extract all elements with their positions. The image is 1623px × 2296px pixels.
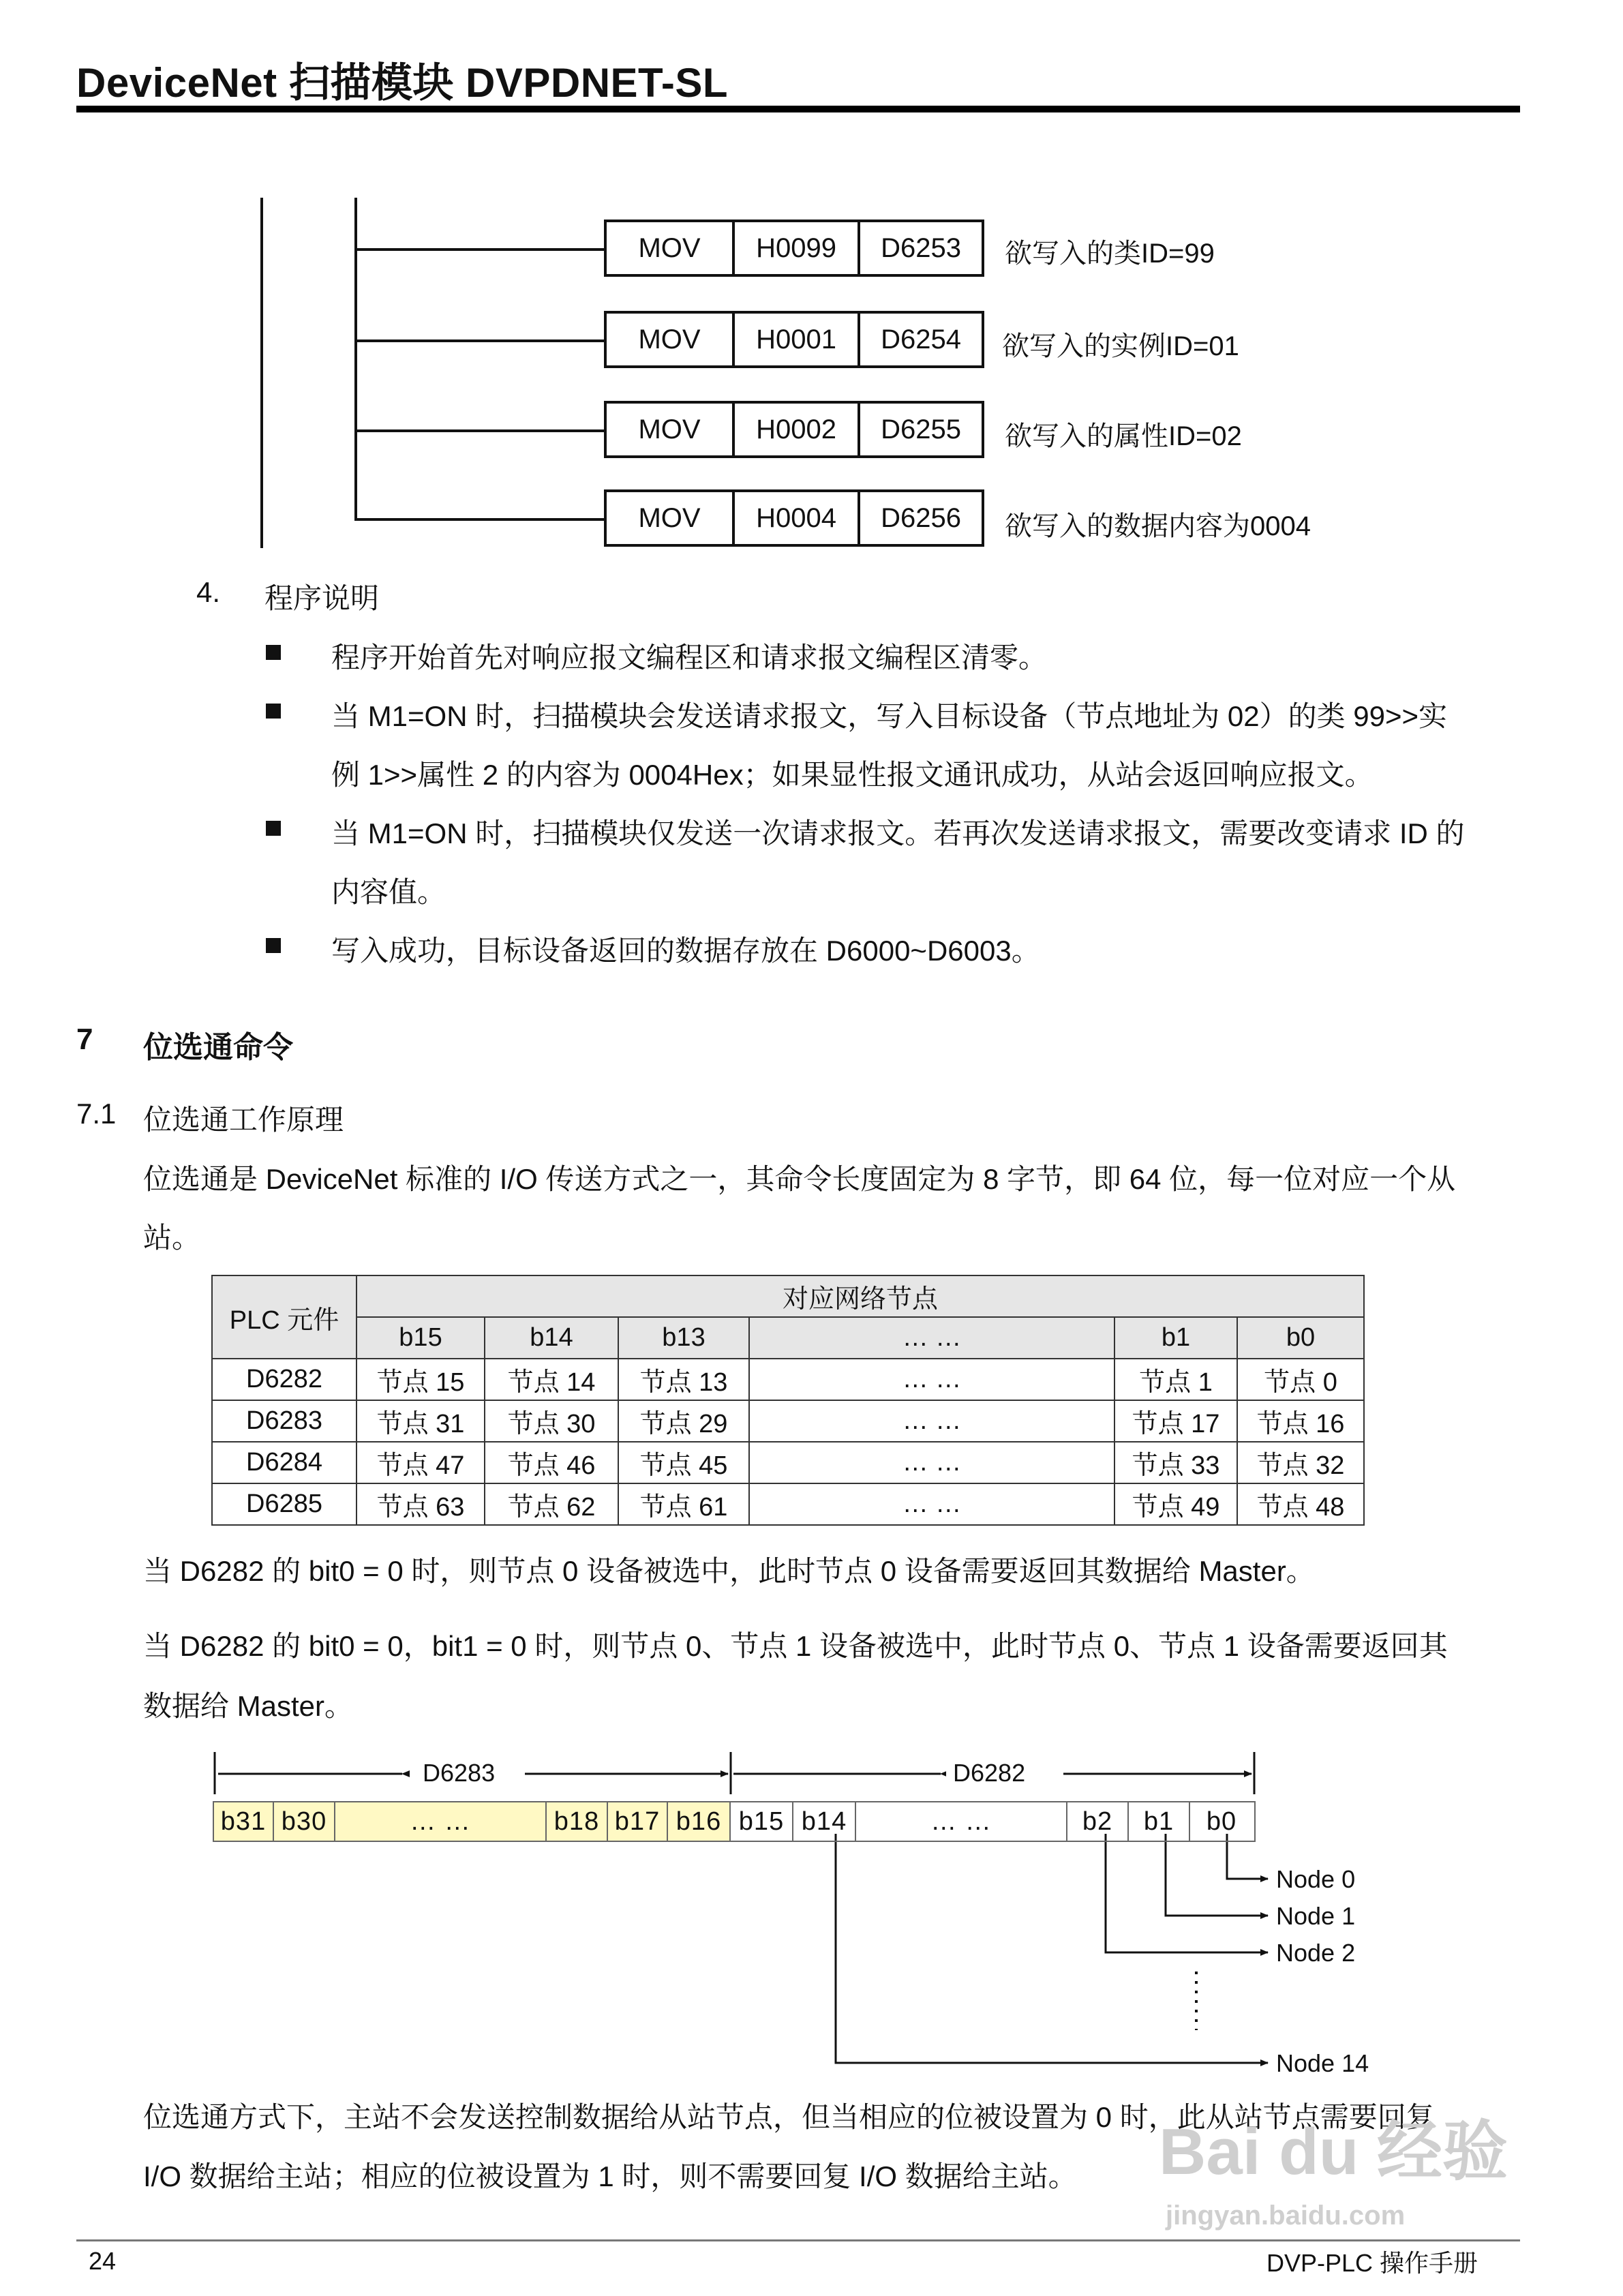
bullet-text: 当 M1=ON 时，扫描模块仅发送一次请求报文。若再次发送请求报文，需要改变请求 ID 的 — [331, 817, 1465, 849]
bit-row-d6282 — [731, 1801, 1256, 1842]
ladder-comment-4: 欲写入的数据内容为0004 — [1005, 511, 1311, 541]
baidu-watermark-logo: Bai du 经验 — [1159, 2115, 1508, 2188]
table-cell: 节点 29 — [618, 1400, 749, 1442]
instruction-op: MOV — [638, 324, 701, 354]
manual-name: DVP-PLC 操作手册 — [1266, 2249, 1478, 2277]
ladder-instruction-2 — [604, 311, 984, 368]
bullet-text: 程序开始首先对响应报文编程区和请求报文编程区清零。 — [331, 641, 1048, 674]
table-cell: 节点 32 — [1237, 1442, 1364, 1483]
instruction-dst: D6256 — [858, 492, 982, 544]
ladder-rung-4 — [354, 518, 607, 521]
instruction-src: H0001 — [732, 314, 858, 365]
table-cell-register: D6282 — [212, 1359, 357, 1400]
table-row — [212, 1359, 1364, 1400]
instruction-src: H0004 — [732, 492, 858, 544]
node-label: Node 2 — [1276, 1939, 1356, 1967]
ladder-instruction-4 — [604, 489, 984, 547]
bullet-square-icon — [266, 704, 281, 719]
instruction-dst: D6255 — [858, 404, 982, 455]
ladder-rung-2 — [354, 339, 607, 342]
table-cell: 节点 16 — [1237, 1400, 1364, 1442]
table-group-header: 对应网络节点 — [357, 1275, 1364, 1317]
bit-cell: b15 — [731, 1802, 793, 1841]
bit-cell: b30 — [274, 1802, 335, 1841]
table-bit-header: … … — [749, 1317, 1114, 1359]
instruction-src: H0002 — [732, 404, 858, 455]
instruction-op: MOV — [638, 502, 701, 533]
bit-cell: b16 — [668, 1802, 729, 1841]
list-number: 4. — [196, 576, 221, 608]
table-cell: 节点 48 — [1237, 1483, 1364, 1525]
header-rule — [76, 106, 1520, 112]
bit-cell: b2 — [1067, 1802, 1129, 1841]
table-row — [212, 1483, 1364, 1525]
bullet-text: 当 M1=ON 时，扫描模块会发送请求报文，写入目标设备（节点地址为 02）的类 99>>实 — [331, 700, 1448, 732]
paragraph-bit0-bit1-cont: 数据给 Master。 — [143, 1690, 354, 1722]
ladder-rung-3 — [354, 429, 607, 432]
table-cell: … … — [749, 1400, 1114, 1442]
table-bit-header: b15 — [357, 1317, 485, 1359]
table-cell: … … — [749, 1442, 1114, 1483]
table-cell-register: D6283 — [212, 1400, 357, 1442]
bit-cell: b17 — [608, 1802, 668, 1841]
table-cell: 节点 47 — [357, 1442, 485, 1483]
table-corner-header: PLC 元件 — [212, 1275, 357, 1359]
table-cell: 节点 49 — [1114, 1483, 1237, 1525]
instruction-dst: D6253 — [858, 222, 982, 274]
table-cell: … … — [749, 1359, 1114, 1400]
table-cell: 节点 0 — [1237, 1359, 1364, 1400]
bit-mapping-table — [211, 1275, 1365, 1526]
bit-cell: b31 — [214, 1802, 274, 1841]
table-bit-header: b0 — [1237, 1317, 1364, 1359]
table-cell-register: D6284 — [212, 1442, 357, 1483]
ladder-comment-2: 欲写入的实例ID=01 — [1002, 331, 1239, 361]
bit-cell-ellipsis: … … — [335, 1802, 547, 1841]
table-cell: 节点 63 — [357, 1483, 485, 1525]
instruction-op: MOV — [638, 232, 701, 263]
paragraph-bit0: 当 D6282 的 bit0 = 0 时，则节点 0 设备被选中，此时节点 0 设备需要返回其数据给 Master。 — [143, 1555, 1315, 1587]
ladder-instruction-1 — [604, 220, 984, 277]
table-cell: 节点 33 — [1114, 1442, 1237, 1483]
table-cell: … … — [749, 1483, 1114, 1525]
instruction-dst: D6254 — [858, 314, 982, 365]
ladder-comment-3: 欲写入的属性ID=02 — [1005, 421, 1242, 451]
intro-paragraph-cont: 站。 — [143, 1222, 201, 1254]
ladder-instruction-3 — [604, 401, 984, 458]
table-cell: 节点 45 — [618, 1442, 749, 1483]
subsection-number: 7.1 — [76, 1098, 117, 1130]
table-bit-header: b13 — [618, 1317, 749, 1359]
bit-cell: b14 — [793, 1802, 856, 1841]
table-cell: 节点 30 — [485, 1400, 618, 1442]
bit-row-d6283 — [213, 1801, 731, 1842]
bullet-text-cont: 内容值。 — [331, 876, 446, 908]
paragraph-bit0-bit1: 当 D6282 的 bit0 = 0，bit1 = 0 时，则节点 0、节点 1 设备被选中，此时节点 0、节点 1 设备需要返回其 — [143, 1630, 1448, 1662]
bullet-text-cont: 例 1>>属性 2 的内容为 0004Hex；如果显性报文通讯成功，从站会返回响应报文。 — [331, 759, 1374, 791]
range-label-d6282: D6282 — [946, 1759, 1032, 1787]
table-bit-header: b1 — [1114, 1317, 1237, 1359]
ladder-branch-rail — [354, 198, 357, 518]
node-label: Node 1 — [1276, 1902, 1356, 1930]
diagram-lines — [204, 1745, 1363, 2072]
bullet-text: 写入成功，目标设备返回的数据存放在 D6000~D6003。 — [331, 935, 1040, 967]
table-cell: 节点 46 — [485, 1442, 618, 1483]
closing-paragraph-cont: I/O 数据给主站；相应的位被设置为 1 时，则不需要回复 I/O 数据给主站。 — [143, 2160, 1077, 2192]
closing-paragraph: 位选通方式下，主站不会发送控制数据给从站节点，但当相应的位被设置为 0 时，此从站节点需要回复 — [143, 2101, 1435, 2133]
bit-cell: b0 — [1206, 1807, 1237, 1836]
instruction-src: H0099 — [732, 222, 858, 274]
table-cell: 节点 17 — [1114, 1400, 1237, 1442]
page-header-title: DeviceNet 扫描模块 DVPDNET-SL — [76, 60, 729, 106]
bit-cell-ellipsis: … … — [856, 1802, 1067, 1841]
instruction-op: MOV — [638, 414, 701, 444]
section-title: 位选通命令 — [143, 1031, 293, 1064]
table-cell: 节点 15 — [357, 1359, 485, 1400]
range-label-d6283: D6283 — [416, 1759, 502, 1787]
node-label: Node 14 — [1276, 2049, 1369, 2077]
section-number: 7 — [76, 1023, 93, 1056]
table-cell-register: D6285 — [212, 1483, 357, 1525]
intro-paragraph: 位选通是 DeviceNet 标准的 I/O 传送方式之一，其命令长度固定为 8 字节，即 64 位，每一位对应一个从 — [143, 1163, 1456, 1195]
footer-rule — [76, 2239, 1520, 2241]
table-bit-header: b14 — [485, 1317, 618, 1359]
bit-cell: b1 — [1129, 1802, 1190, 1841]
bullet-square-icon — [266, 821, 281, 836]
bullet-square-icon — [266, 645, 281, 660]
ladder-left-rail — [260, 198, 263, 548]
table-cell: 节点 31 — [357, 1400, 485, 1442]
bullet-square-icon — [266, 938, 281, 953]
table-cell: 节点 13 — [618, 1359, 749, 1400]
subsection-title: 位选通工作原理 — [143, 1104, 344, 1136]
table-cell: 节点 61 — [618, 1483, 749, 1525]
table-cell: 节点 14 — [485, 1359, 618, 1400]
bit-cell: b18 — [547, 1802, 608, 1841]
table-cell: 节点 1 — [1114, 1359, 1237, 1400]
table-row — [212, 1442, 1364, 1483]
baidu-watermark-url: jingyan.baidu.com — [1166, 2201, 1406, 2231]
ladder-comment-1: 欲写入的类ID=99 — [1005, 239, 1215, 269]
ladder-rung-1 — [354, 248, 607, 251]
page-number: 24 — [89, 2247, 117, 2275]
table-row — [212, 1400, 1364, 1442]
table-cell: 节点 62 — [485, 1483, 618, 1525]
node-label: Node 0 — [1276, 1865, 1356, 1893]
program-desc-title: 程序说明 — [264, 582, 380, 614]
